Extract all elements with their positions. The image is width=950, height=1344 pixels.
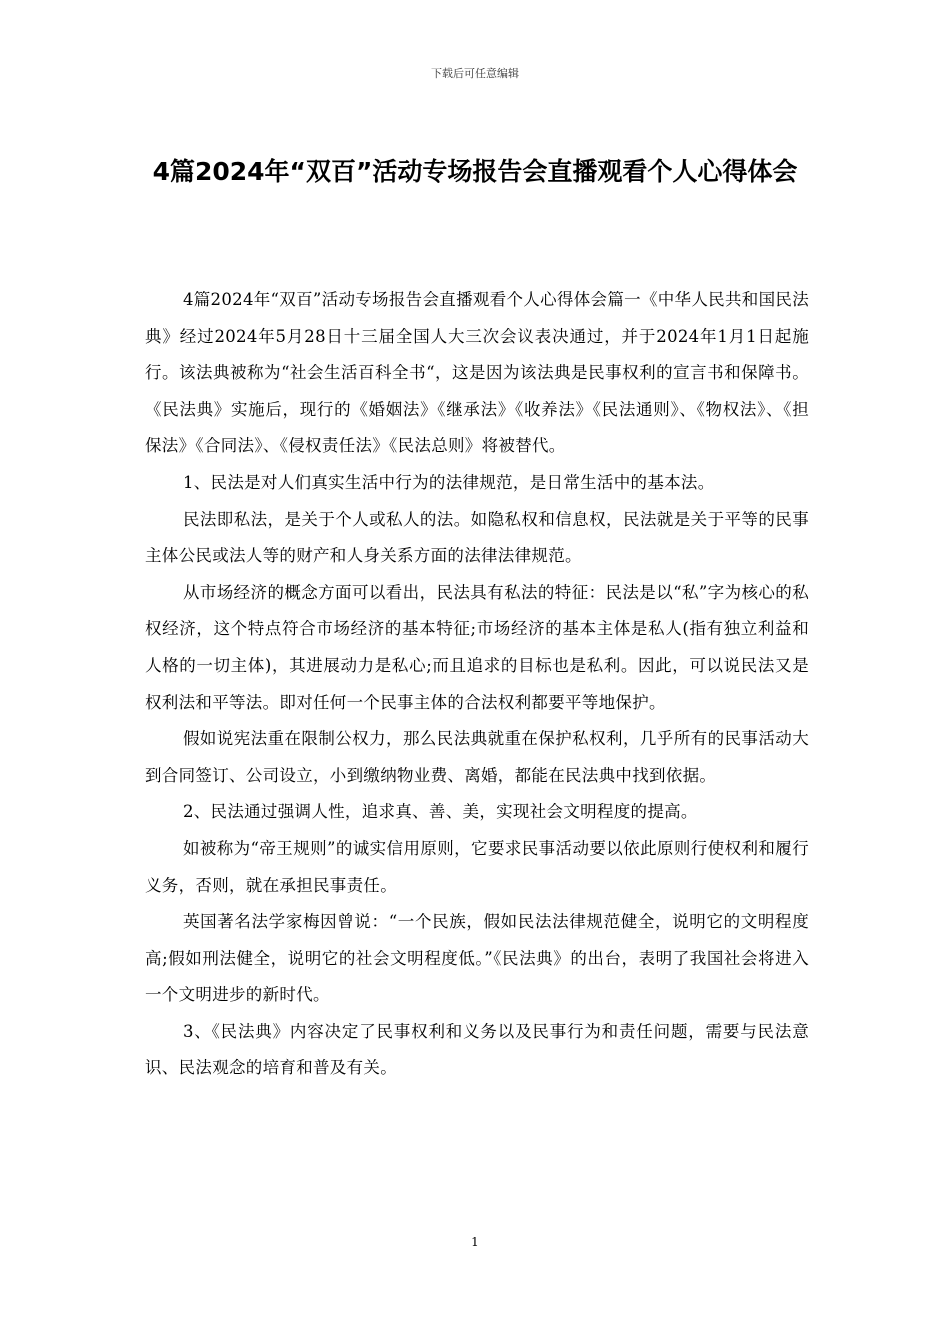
document-title: 4篇2024年“双百”活动专场报告会直播观看个人心得体会 [152, 157, 798, 186]
paragraph: 4篇2024年“双百”活动专场报告会直播观看个人心得体会篇一《中华人民共和国民法典》经过2024年5月28日十三届全国人大三次会议表决通过，并于2024年1月1日起施行。该法典被称为“社会生活百科全书“，这是因为该法典是民事权利的宣言书和保障书。《民法典》实施后，现行的《婚姻法》《继承法》《收养法》《民法通则》、《物权法》、《担保法》《合同法》、《侵权责任法》《民法总则》将被替代。 [145, 290, 809, 456]
paragraph: 2、民法通过强调人性，追求真、善、美，实现社会文明程度的提高。 [182, 802, 698, 822]
paragraph: 3、《民法典》内容决定了民事权利和义务以及民事行为和责任问题，需要与民法意识、民法观念的培育和普及有关。 [145, 1021, 809, 1078]
paragraph: 从市场经济的概念方面可以看出，民法具有私法的特征：民法是以“私”字为核心的私权经济，这个特点符合市场经济的基本特征;市场经济的基本主体是私人(指有独立利益和人格的一切主体)，其进展动力是私心;而且追求的目标也是私利。因此，可以说民法又是权利法和平等法。即对任何一个民事主体的合法权利都要平等地保护。 [145, 582, 809, 712]
document-body [145, 282, 809, 1087]
paragraph: 民法即私法，是关于个人或私人的法。如隐私权和信息权，民法就是关于平等的民事主体公民或法人等的财产和人身关系方面的法律法律规范。 [145, 509, 809, 566]
paragraph: 如被称为“帝王规则”的诚实信用原则，它要求民事活动要以依此原则行使权利和履行义务，否则，就在承担民事责任。 [145, 838, 809, 895]
paragraph: 英国著名法学家梅因曾说：“一个民族，假如民法法律规范健全，说明它的文明程度高;假如刑法健全，说明它的社会文明程度低。”《民法典》的出台，表明了我国社会将进入一个文明进步的新时代。 [145, 912, 809, 1005]
paragraph: 假如说宪法重在限制公权力，那么民法典就重在保护私权利，几乎所有的民事活动大到合同签订、公司设立，小到缴纳物业费、离婚，都能在民法典中找到依据。 [145, 729, 809, 785]
paragraph: 1、民法是对人们真实生活中行为的法律规范，是日常生活中的基本法。 [182, 472, 715, 492]
page-header: 下载后可任意编辑 [431, 67, 519, 80]
page-number: 1 [471, 1235, 479, 1249]
